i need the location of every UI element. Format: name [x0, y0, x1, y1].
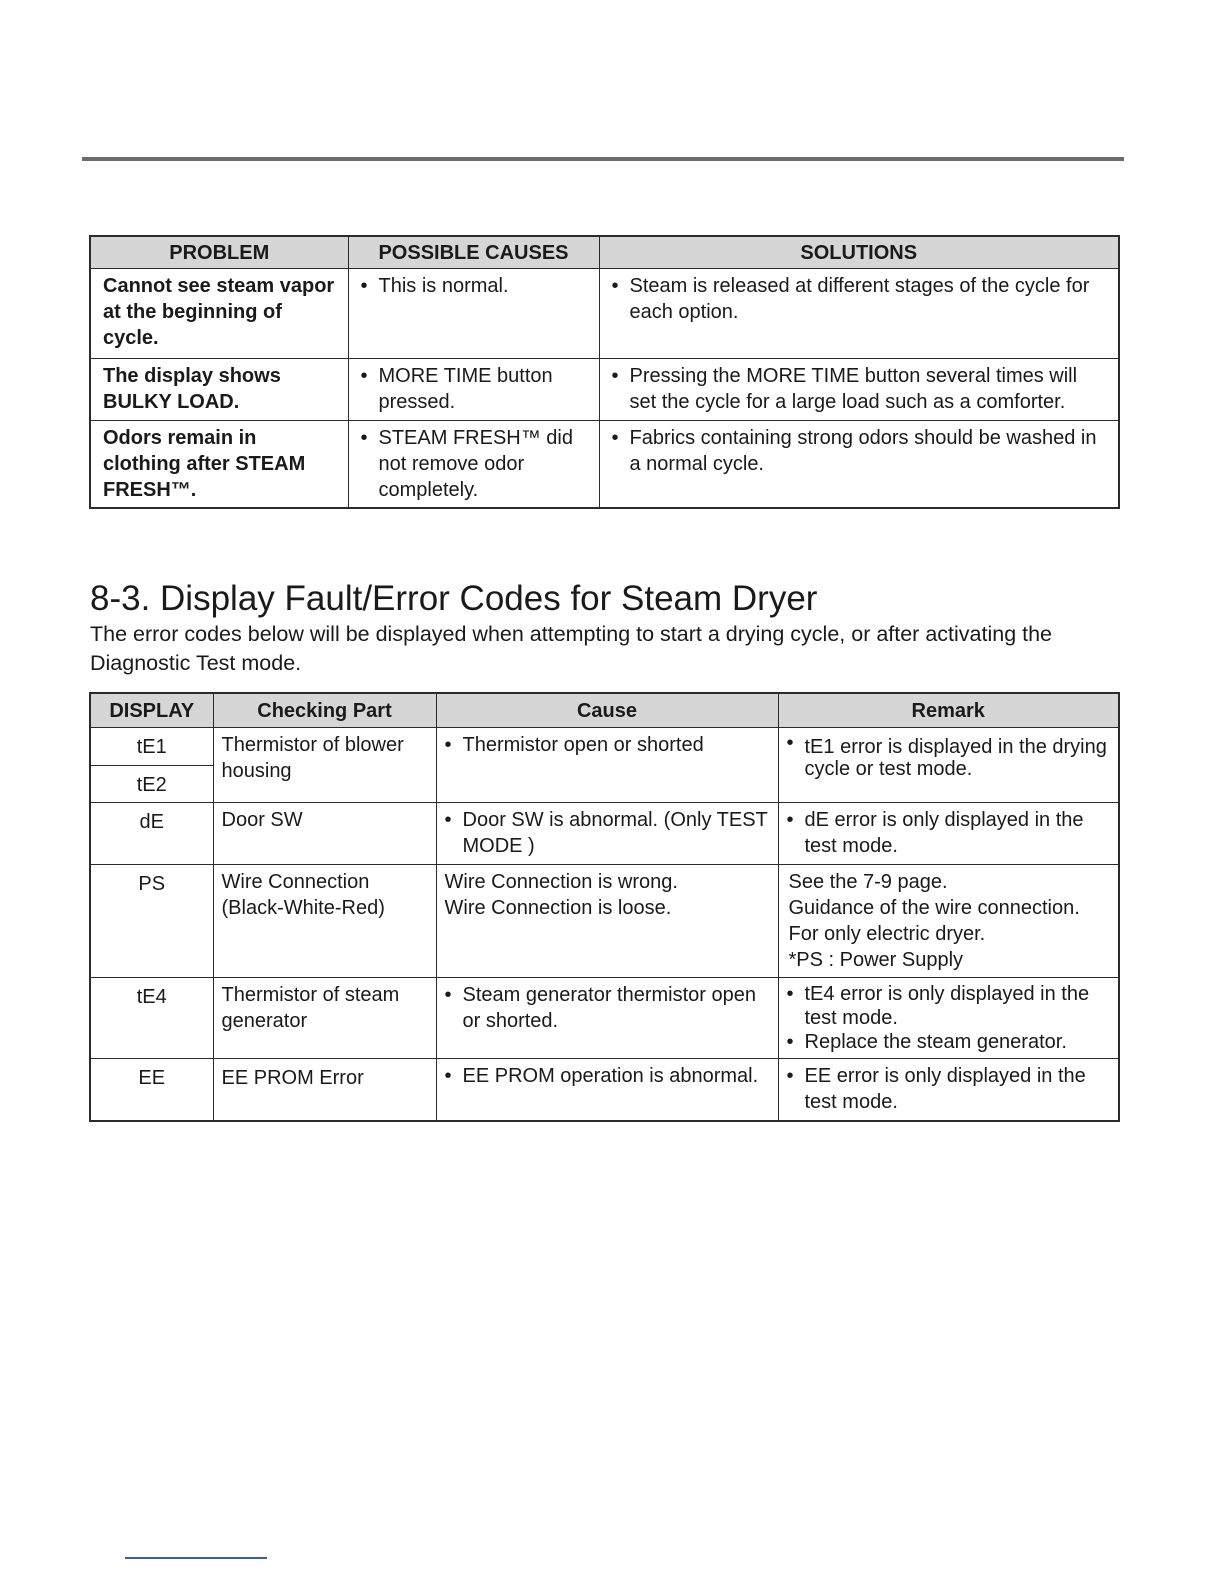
remark-cell	[778, 803, 1119, 865]
cause-cell	[348, 421, 599, 509]
checking-part-cell: Thermistor of blower housing	[213, 728, 436, 803]
table-row	[90, 1059, 1119, 1121]
solution-item: • Fabrics containing strong odors should be washed in a normal cycle.	[612, 425, 1109, 477]
cause-line: Wire Connection is loose.	[444, 897, 672, 919]
error-code-ee: EE	[90, 1059, 213, 1121]
table-header-row	[90, 693, 1119, 728]
cause-cell	[436, 978, 778, 1059]
header-display: DISPLAY	[90, 693, 213, 728]
table-row	[90, 803, 1119, 865]
checking-part-cell: Door SW	[213, 803, 436, 865]
solution-cell	[599, 269, 1119, 359]
header-cause: Cause	[436, 693, 778, 728]
section-title: 8-3. Display Fault/Error Codes for Steam Dryer	[90, 579, 818, 618]
remark-item: • dE error is only displayed in the test mode.	[787, 807, 1111, 859]
cause-item: • This is normal.	[361, 273, 589, 299]
header-remark: Remark	[778, 693, 1119, 728]
checking-part-cell: Thermistor of steam generator	[213, 978, 436, 1059]
table-header-row	[90, 236, 1119, 269]
cause-item: • STEAM FRESH™ did not remove odor completely.	[361, 425, 589, 503]
table-row	[90, 359, 1119, 421]
cause-line: Wire Connection is wrong.	[444, 871, 678, 893]
solution-item: • Steam is released at different stages of the cycle for each option.	[612, 273, 1109, 325]
remark-cell	[778, 728, 1119, 803]
table-row	[90, 421, 1119, 509]
header-possible-causes: POSSIBLE CAUSES	[348, 236, 599, 269]
cause-cell	[436, 728, 778, 803]
cause-cell	[436, 1059, 778, 1121]
cause-item: • EE PROM operation is abnormal.	[445, 1063, 770, 1089]
cause-cell	[436, 865, 778, 978]
remark-cell	[778, 1059, 1119, 1121]
error-code-de: dE	[90, 803, 213, 865]
checking-part-line: Wire Connection	[221, 871, 370, 893]
remark-line: See the 7-9 page.	[788, 871, 948, 893]
error-code-te2: tE2	[90, 766, 213, 803]
table-row	[90, 728, 1119, 766]
remark-item: • tE1 error is displayed in the drying cycle or test mode.	[787, 732, 1111, 780]
error-code-te4: tE4	[90, 978, 213, 1059]
solution-item: • Pressing the MORE TIME button several times will set the cycle for a large load such as a comforter.	[612, 363, 1109, 415]
cause-cell	[348, 269, 599, 359]
cause-item: • Thermistor open or shorted	[445, 732, 770, 758]
problem-cell: The display shows BULKY LOAD.	[90, 359, 348, 421]
table-row	[90, 978, 1119, 1059]
remark-item: • Replace the steam generator.	[787, 1030, 1111, 1054]
footer-link-underline	[125, 1557, 267, 1559]
checking-part-line: (Black-White-Red)	[221, 897, 385, 919]
problem-cell: Cannot see steam vapor at the beginning of cycle.	[90, 269, 348, 359]
cause-item: • Door SW is abnormal. (Only TEST MODE )	[445, 807, 770, 859]
error-codes-table	[89, 692, 1120, 1122]
cause-cell	[348, 359, 599, 421]
troubleshooting-table	[89, 235, 1120, 509]
remark-line: Guidance of the wire connection.	[788, 897, 1080, 919]
remark-line: For only electric dryer.	[788, 923, 986, 945]
cause-item: • Steam generator thermistor open or shorted.	[445, 982, 770, 1034]
header-problem: PROBLEM	[90, 236, 348, 269]
remark-cell	[778, 865, 1119, 978]
solution-cell	[599, 359, 1119, 421]
remark-line: *PS : Power Supply	[788, 949, 964, 971]
error-code-te1: tE1	[90, 728, 213, 766]
cause-item: • MORE TIME button pressed.	[361, 363, 589, 415]
checking-part-cell: EE PROM Error	[213, 1059, 436, 1121]
remark-item: • EE error is only displayed in the test mode.	[787, 1063, 1111, 1115]
header-solutions: SOLUTIONS	[599, 236, 1119, 269]
remark-item: • tE4 error is only displayed in the test mode.	[787, 982, 1111, 1030]
table-row	[90, 865, 1119, 978]
problem-cell: Odors remain in clothing after STEAM FRESH™.	[90, 421, 348, 509]
solution-cell	[599, 421, 1119, 509]
section-intro: The error codes below will be displayed when attempting to start a drying cycle, or after activating the Diagnostic Test mode.	[90, 622, 1053, 675]
table-row	[90, 269, 1119, 359]
cause-cell	[436, 803, 778, 865]
checking-part-cell	[213, 865, 436, 978]
remark-cell	[778, 978, 1119, 1059]
error-code-ps: PS	[90, 865, 213, 978]
header-rule	[82, 157, 1124, 161]
header-checking-part: Checking Part	[213, 693, 436, 728]
